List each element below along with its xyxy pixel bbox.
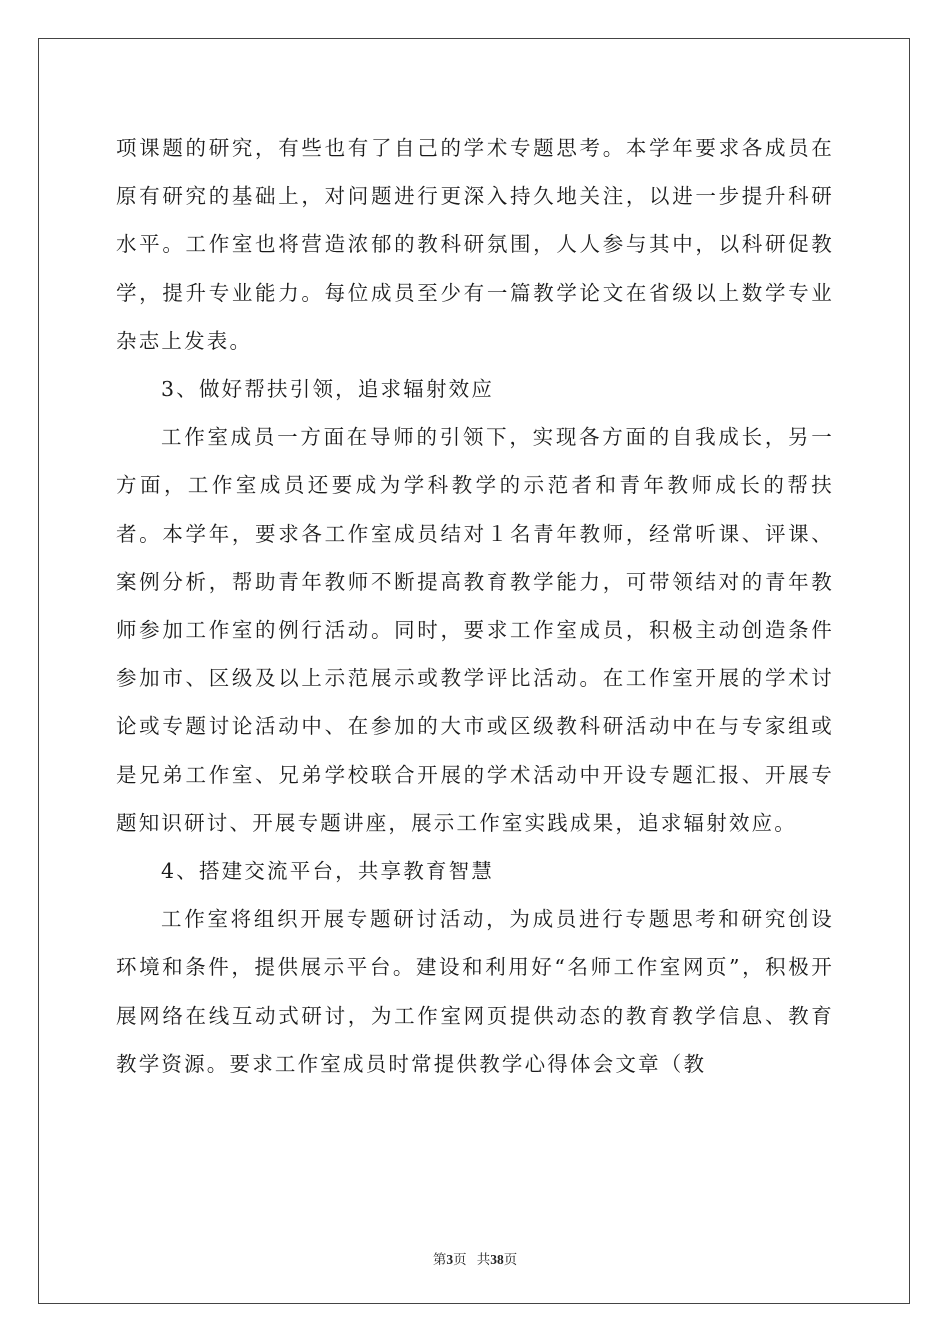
- total-prefix: 共: [476, 1252, 491, 1267]
- page-suffix: 页: [453, 1252, 467, 1267]
- document-body: [116, 124, 834, 1088]
- total-suffix: 页: [503, 1252, 518, 1267]
- section-heading-4: 4、搭建交流平台，共享教育智慧: [161, 859, 495, 884]
- page-footer: [0, 1248, 950, 1268]
- paragraph-2: 工作室成员一方面在导师的引领下，实现各方面的自我成长，另一方面，工作室成员还要成为学科教学的示范者和青年教师成长的帮扶者。本学年，要求各工作室成员结对１名青年教师，经常听课、评课、案例分析，帮助青年教师不断提高教育教学能力，可带领结对的青年教师参加工作室的例行活动。同时，要求工作室成员，积极主动创造条件参加市、区级及以上示范展示或教学评比活动。在工作室开展的学术讨论或专题讨论活动中、在参加的大市或区级教科研活动中在与专家组或是兄弟工作室、兄弟学校联合开展的学术活动中开设专题汇报、开展专题知识研讨、开展专题讲座，展示工作室实践成果，追求辐射效应。: [116, 425, 834, 835]
- page-prefix: 第: [432, 1252, 447, 1267]
- paragraph-1: 项课题的研究，有些也有了自己的学术专题思考。本学年要求各成员在原有研究的基础上，对问题进行更深入持久地关注，以进一步提升科研水平。工作室也将营造浓郁的教科研氛围，人人参与其中，以科研促教学，提升专业能力。每位成员至少有一篇教学论文在省级以上数学专业杂志上发表。: [116, 136, 834, 353]
- page-number: 3: [446, 1252, 454, 1267]
- section-heading-3: 3、做好帮扶引领，追求辐射效应: [161, 377, 495, 402]
- total-pages: 38: [490, 1252, 504, 1267]
- paragraph-3: 工作室将组织开展专题研讨活动，为成员进行专题思考和研究创设环境和条件，提供展示平台。建设和利用好“名师工作室网页”，积极开展网络在线互动式研讨，为工作室网页提供动态的教育教学信息、教育教学资源。要求工作室成员时常提供教学心得体会文章（教: [116, 907, 834, 1076]
